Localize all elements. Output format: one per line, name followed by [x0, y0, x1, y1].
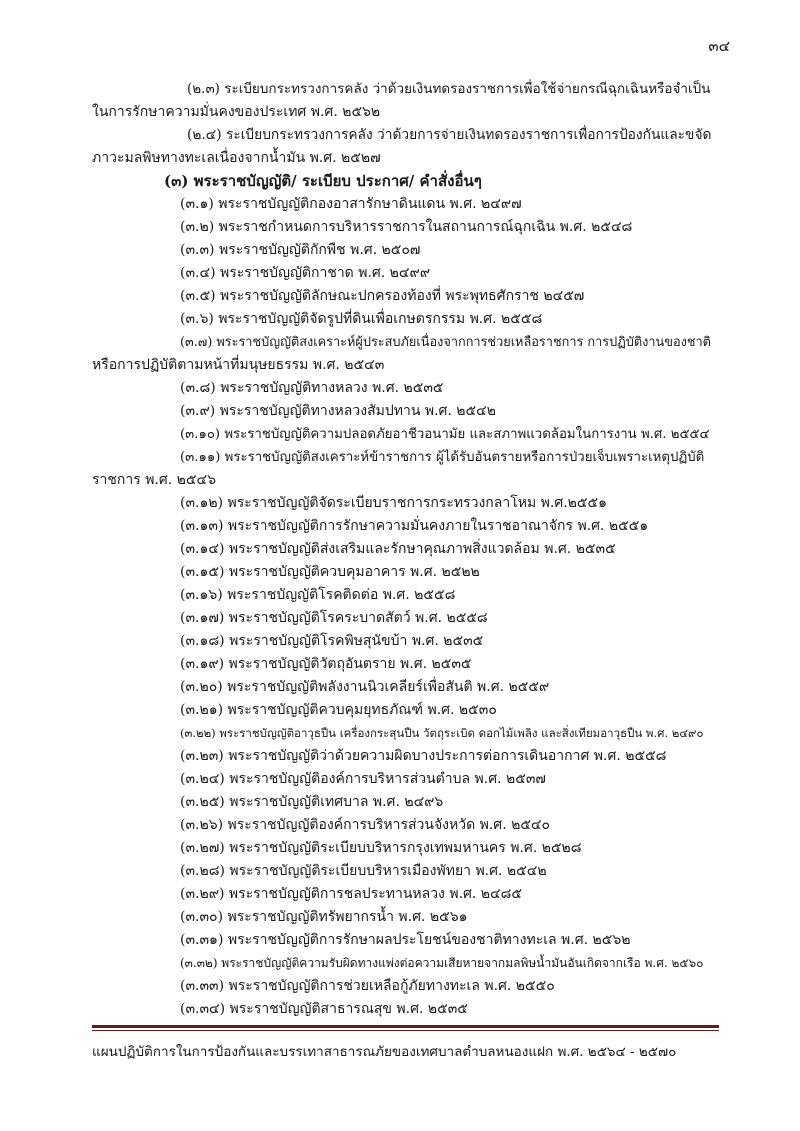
list-item-first-line: (๓.๑๒) พระราชบัญญัติจัดระเบียบราชการกระทรวงกลาโหม พ.ศ.๒๕๕๑: [180, 495, 607, 511]
list-item-first-line: (๓.๓๓) พระราชบัญญัติการช่วยเหลือกู้ภัยทางทะเล พ.ศ. ๒๕๕๐: [180, 978, 555, 994]
list-item-first-line: (๓.๔) พระราชบัญญัติกาชาด พ.ศ. ๒๔๙๙: [180, 265, 431, 281]
list-item-first-line: (๓.๒๔) พระราชบัญญัติองค์การบริหารส่วนตำบล พ.ศ. ๒๕๓๗: [180, 771, 546, 787]
list-item-first-line: (๓.๑) พระราชบัญญัติกองอาสารักษาดินแดน พ.ศ. ๒๔๙๗: [180, 196, 522, 212]
list-item-first-line: (๓.๙) พระราชบัญญัติทางหลวงสัมปทาน พ.ศ. ๒๕๔๒: [180, 403, 496, 419]
list-item-first-line: (๓.๑๑) พระราชบัญญัติสงเคราะห์ข้าราชการ ผู้ได้รับอันตรายหรือการป่วยเจ็บเพราะเหตุปฏิบัติ: [180, 450, 705, 465]
document-body: [92, 78, 712, 1021]
list-item-first-line: (๒.๔) ระเบียบกระทรวงการคลัง ว่าด้วยการจ่ายเงินทดรองราชการเพื่อการป้องกันและขจัด: [187, 127, 712, 143]
list-item-first-line: (๓.๓๔) พระราชบัญญัติสาธารณสุข พ.ศ. ๒๕๓๕: [180, 1001, 468, 1017]
list-item-first-line: (๓.๕) พระราชบัญญัติลักษณะปกครองท้องที่ พระพุทธศักราช ๒๔๕๗: [180, 288, 585, 304]
list-item-first-line: (๓.๓๒) พระราชบัญญัติความรับผิดทางแพ่งต่อความเสียหายจากมลพิษน้ำมันอันเกิดจากเรือ พ.ศ. ๒๕๖๐: [180, 956, 704, 970]
section-heading: (๓) พระราชบัญญัติ/ ระเบียบ ประกาศ/ คำสั่งอื่นๆ: [164, 172, 482, 190]
list-item-continuation: ภาวะมลพิษทางทะเลเนื่องจากน้ำมัน พ.ศ. ๒๕๒๗: [92, 150, 381, 166]
list-item-continuation: ในการรักษาความมั่นคงของประเทศ พ.ศ. ๒๕๖๒: [92, 104, 381, 120]
list-item-first-line: (๓.๑๐) พระราชบัญญัติความปลอดภัยอาชีวอนามัย และสภาพแวดล้อมในการงาน พ.ศ. ๒๕๕๔: [180, 427, 710, 442]
list-item-first-line: (๓.๒๐) พระราชบัญญัติพลังงานนิวเคลียร์เพื่อสันติ พ.ศ. ๒๕๕๙: [180, 679, 550, 695]
laws-list: [92, 193, 712, 1021]
list-item-first-line: (๓.๒๘) พระราชบัญญัติระเบียบบริหารเมืองพัทยา พ.ศ. ๒๕๔๒: [180, 863, 547, 879]
list-item-first-line: (๓.๒๖) พระราชบัญญัติองค์การบริหารส่วนจังหวัด พ.ศ. ๒๕๔๐: [180, 817, 551, 833]
list-item-first-line: (๓.๑๕) พระราชบัญญัติควบคุมอาคาร พ.ศ. ๒๕๒๒: [180, 564, 480, 580]
list-item-first-line: (๓.๑๙) พระราชบัญญัติวัตถุอันตราย พ.ศ. ๒๕๓๕: [180, 656, 472, 672]
list-item-first-line: (๓.๒) พระราชกำหนดการบริหารราชการในสถานการณ์ฉุกเฉิน พ.ศ. ๒๕๔๘: [180, 219, 633, 235]
list-item-first-line: (๓.๒๑) พระราชบัญญัติควบคุมยุทธภัณฑ์ พ.ศ. ๒๕๓๐: [180, 702, 497, 718]
list-item-continuation: หรือการปฏิบัติตามหน้าที่มนุษยธรรม พ.ศ. ๒๕๔๓: [92, 357, 385, 373]
page-footer: แผนปฏิบัติการในการป้องกันและบรรเทาสาธารณภัยของเทศบาลตำบลหนองแฝก พ.ศ. ๒๕๖๔ - ๒๕๗๐: [92, 1044, 677, 1060]
list-item-first-line: (๒.๓) ระเบียบกระทรวงการคลัง ว่าด้วยเงินทดรองราชการเพื่อใช้จ่ายกรณีฉุกเฉินหรือจำเป็น: [187, 81, 711, 97]
list-item-first-line: (๓.๑๘) พระราชบัญญัติโรคพิษสุนัขบ้า พ.ศ. ๒๕๓๕: [180, 633, 484, 649]
list-item-continuation: ราชการ พ.ศ. ๒๕๔๖: [92, 472, 216, 488]
list-item-first-line: (๓.๓๐) พระราชบัญญัติทรัพยากรน้ำ พ.ศ. ๒๕๖๑: [180, 909, 468, 925]
list-item-first-line: (๓.๘) พระราชบัญญัติทางหลวง พ.ศ. ๒๕๓๕: [180, 380, 444, 396]
list-item-first-line: (๓.๒๕) พระราชบัญญัติเทศบาล พ.ศ. ๒๔๙๖: [180, 794, 444, 810]
footer-divider: [92, 1025, 719, 1028]
list-item-first-line: (๓.๖) พระราชบัญญัติจัดรูปที่ดินเพื่อเกษตรกรรม พ.ศ. ๒๕๕๘: [180, 311, 543, 327]
list-item-first-line: (๓.๒๒) พระราชบัญญัติอาวุธปืน เครื่องกระสุนปืน วัตถุระเบิด ดอกไม้เพลิง และสิ่งเทียมอาวุธปืน พ.ศ. ๒๔๙๐: [180, 726, 704, 740]
list-item-first-line: (๓.๒๙) พระราชบัญญัติการชลประทานหลวง พ.ศ. ๒๔๘๕: [180, 886, 523, 902]
list-item-first-line: (๓.๒๗) พระราชบัญญัติระเบียบบริหารกรุงเทพมหานคร พ.ศ. ๒๕๒๘: [180, 840, 582, 856]
footer-divider-thin: [92, 1030, 719, 1031]
page-number: ๓๔: [708, 37, 730, 55]
list-item-first-line: (๓.๑๓) พระราชบัญญัติการรักษาความมั่นคงภายในราชอาณาจักร พ.ศ. ๒๕๕๑: [180, 518, 649, 534]
list-item-first-line: (๓.๑๔) พระราชบัญญัติส่งเสริมและรักษาคุณภาพสิ่งแวดล้อม พ.ศ. ๒๕๓๕: [180, 541, 616, 557]
list-item-first-line: (๓.๒๓) พระราชบัญญัติว่าด้วยความผิดบางประการต่อการเดินอากาศ พ.ศ. ๒๕๕๘: [180, 748, 667, 764]
list-item-first-line: (๓.๓๑) พระราชบัญญัติการรักษาผลประโยชน์ของชาติทางทะเล พ.ศ. ๒๕๖๒: [180, 932, 631, 948]
list-item-first-line: (๓.๑๖) พระราชบัญญัติโรคติดต่อ พ.ศ. ๒๕๕๘: [180, 587, 456, 603]
list-item-first-line: (๓.๑๗) พระราชบัญญัติโรคระบาดสัตว์ พ.ศ. ๒๕๕๘: [180, 610, 488, 626]
list-item-first-line: (๓.๓) พระราชบัญญัติกักพืช พ.ศ. ๒๕๐๗: [180, 242, 421, 258]
list-item-first-line: (๓.๗) พระราชบัญญัติสงเคราะห์ผู้ประสบภัยเนื่องจากการช่วยเหลือราชการ การปฏิบัติงานของชาติ: [180, 335, 711, 350]
